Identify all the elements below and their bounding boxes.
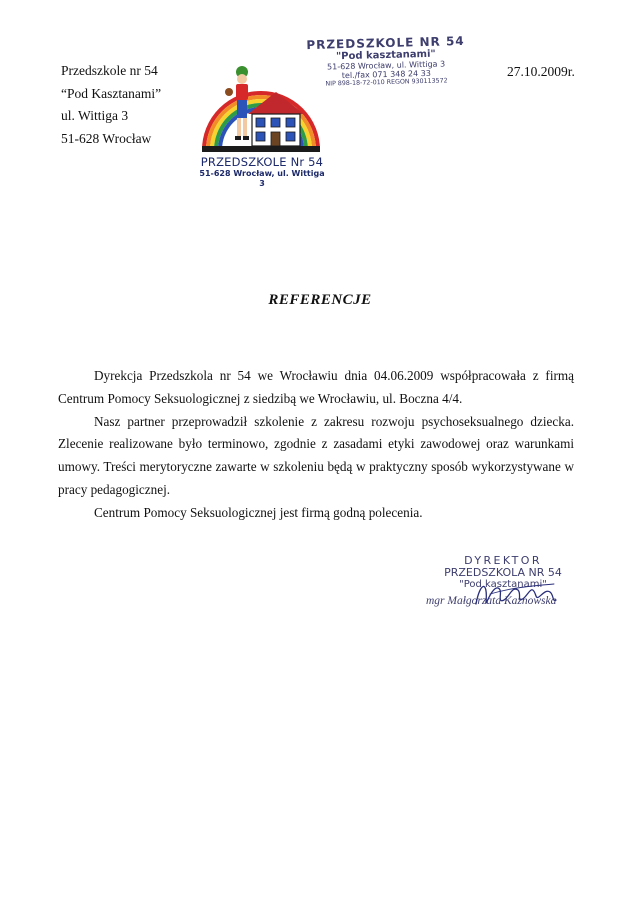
header-stamp-title: PRZEDSZKOLE NR 54 [306, 33, 465, 53]
kindergarten-logo [196, 58, 326, 158]
header-stamp-phone: tel./fax 071 348 24 33 [341, 68, 431, 81]
body-paragraph: Dyrekcja Przedszkola nr 54 we Wrocławiu dnia 04.06.2009 współpracowała z firmą Centrum Pomocy Seksuologicznej z siedzibą we Wrocławiu, ul. Boczna 4/4. [58, 368, 574, 406]
sender-nickname: “Pod Kasztanami” [61, 85, 162, 101]
body-paragraph: Nasz partner przeprowadził szkolenie z zakresu rozwoju psychoseksualnego dziecka. Zlecenie realizowane było terminowo, zgodnie z zasadami etyki zawodowej oraz warunkami umowy. Treści merytoryczne zawarte w szkoleniu będą w praktyczny sposób wykorzystywane w pracy pedagogicznej. [58, 413, 574, 497]
header-stamp-ids: NIP 898-18-72-010 REGON 930113572 [325, 77, 448, 88]
signature-stamp-subtitle: "Pod kasztanami" [459, 579, 547, 590]
sender-city: 51-628 Wrocław [61, 130, 152, 146]
signature-stamp-institution: PRZEDSZKOLA NR 54 [444, 566, 562, 579]
document-body [58, 365, 574, 525]
sender-street: ul. Wittiga 3 [61, 108, 129, 123]
sender-name: Przedszkole nr 54 [61, 63, 158, 78]
logo-caption [198, 155, 326, 189]
logo-caption-address: 51-628 Wrocław, ul. Wittiga 3 [199, 169, 325, 188]
document-date: 27.10.2009r. [507, 64, 575, 79]
sender-address [61, 60, 161, 150]
header-stamp-address: 51-628 Wrocław, ul. Wittiga 3 [326, 59, 446, 72]
body-paragraph: Centrum Pomocy Seksuologicznej jest firmą godną polecenia. [94, 504, 423, 520]
header-stamp-subtitle: "Pod kasztanami" [335, 48, 436, 63]
handwritten-signature [470, 574, 560, 614]
signature-stamp-title: DYREKTOR [464, 554, 542, 567]
document-title: REFERENCJE [268, 292, 372, 308]
logo-caption-name: PRZEDSZKOLE Nr 54 [200, 155, 324, 169]
signatory-name: mgr Małgorzata Kaznowska [426, 595, 557, 607]
